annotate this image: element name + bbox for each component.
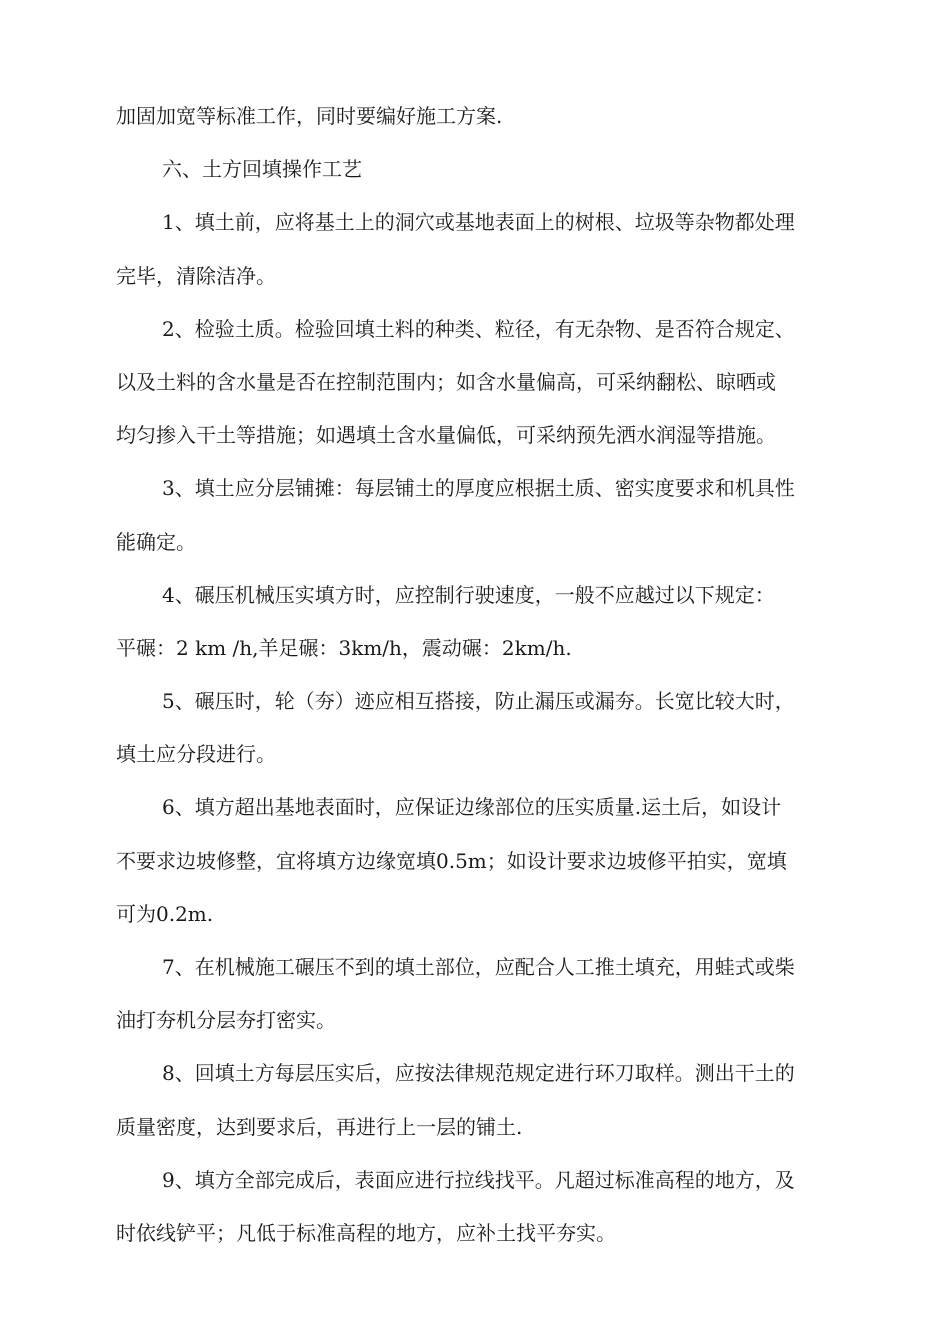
text-line: 2、检验土质。检验回填土料的种类、粒径，有无杂物、是否符合规定、: [162, 316, 795, 341]
text-line: 完毕，清除洁净。: [116, 263, 276, 288]
text-line: 7、在机械施工碾压不到的填土部位，应配合人工推土填充，用蛙式或柴: [162, 955, 795, 979]
section-heading: 六、土方回填操作工艺: [162, 157, 362, 182]
text-line: 1、填土前，应将基土上的洞穴或基地表面上的树根、垃圾等杂物都处理: [162, 210, 795, 235]
text-line: 加固加宽等标准工作，同时要编好施工方案.: [116, 104, 503, 128]
text-line: 9、填方全部完成后，表面应进行拉线找平。凡超过标准高程的地方，及: [162, 1167, 795, 1192]
text-line: 8、回填土方每层压实后，应按法律规范规定进行环刀取样。测出干土的: [162, 1061, 795, 1086]
text-line: 6、填方超出基地表面时，应保证边缘部位的压实质量.运土后，如设计: [162, 795, 782, 820]
text-line: 平碾：2 km /h,羊足碾：3km/h，震动碾：2km/h.: [116, 635, 572, 660]
text-line: 以及土料的含水量是否在控制范围内；如含水量偏高，可采纳翻松、晾晒或: [116, 369, 776, 394]
document-page: [116, 96, 846, 1266]
text-line: 油打夯机分层夯打密实。: [116, 1008, 336, 1033]
text-line: 可为0.2m.: [116, 901, 214, 926]
text-line: 5、碾压时，轮（夯）迹应相互搭接，防止漏压或漏夯。长宽比较大时，: [162, 689, 795, 714]
text-line: 4、碾压机械压实填方时，应控制行驶速度，一般不应越过以下规定：: [162, 582, 775, 607]
text-line: 填土应分段进行。: [116, 742, 276, 767]
text-line: 均匀掺入干土等措施；如遇填土含水量偏低，可采纳预先洒水润湿等措施。: [116, 423, 776, 448]
text-line: 时依线铲平；凡低于标准高程的地方，应补土找平夯实。: [116, 1220, 616, 1245]
text-line: 质量密度，达到要求后，再进行上一层的铺土.: [116, 1114, 523, 1139]
text-line: 3、填土应分层铺摊：每层铺土的厚度应根据土质、密实度要求和机具性: [162, 476, 795, 501]
text-line: 能确定。: [116, 529, 196, 554]
text-line: 不要求边坡修整，宜将填方边缘宽填0.5m；如设计要求边坡修平拍实，宽填: [116, 848, 787, 873]
